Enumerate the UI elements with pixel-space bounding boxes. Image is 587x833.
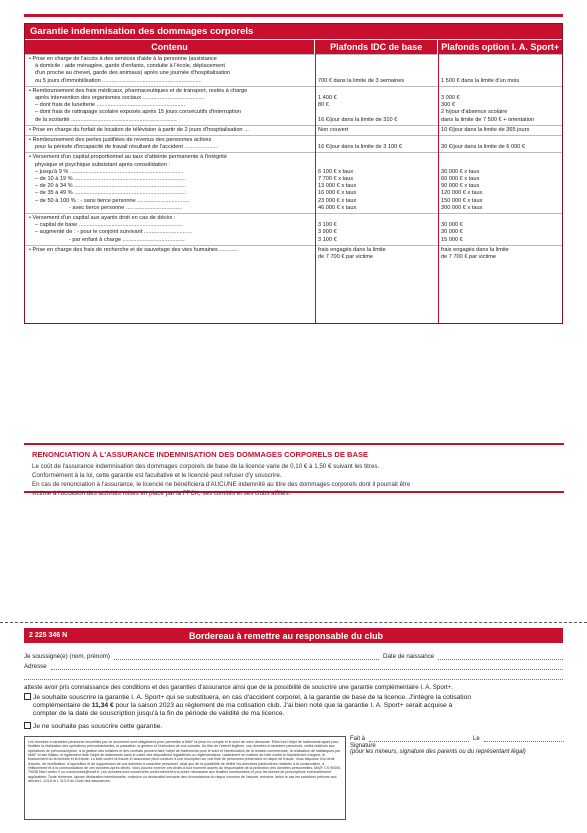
option-subscribe <box>24 693 563 718</box>
cell-plafond-option <box>438 246 562 262</box>
address-field-2[interactable] <box>24 672 563 680</box>
cell-line: 46 000 € x taux <box>318 204 357 211</box>
cell-line: 60 000 € x taux <box>441 176 480 183</box>
address-field[interactable] <box>51 662 563 670</box>
table-header-row <box>25 39 562 54</box>
birthdate-field[interactable] <box>438 652 563 660</box>
cell-line: dans la limite de 7 500 € + orientation <box>441 116 535 123</box>
cell-line: 300 € <box>441 102 455 109</box>
form-code: 2 225 346 N <box>29 632 68 639</box>
cell-line <box>441 162 559 169</box>
table-row <box>25 54 562 86</box>
address-row-2 <box>24 672 563 680</box>
cell-line <box>441 88 559 95</box>
table-row <box>25 86 562 125</box>
top-accent-rule <box>24 14 563 17</box>
atteste-text: atteste avoir pris connaissance des conditions et des garanties d'assurance ainsi que de la possibilité de souscrire une garantie complémentaire I. A. Sport+. <box>24 684 453 691</box>
cell-line: 3 000 € <box>441 95 460 102</box>
cell-line: 16 000 € x taux <box>318 190 357 197</box>
table-row <box>25 125 562 135</box>
cell-line: 7 700 € x taux <box>318 176 354 183</box>
cell-plafond-base <box>315 246 438 262</box>
signature-block <box>350 734 564 755</box>
cell-line <box>318 88 435 95</box>
cell-line: • Prise en charge de l'accès à des services d'aide à la personne (assistance <box>29 56 217 62</box>
cell-line <box>318 215 435 222</box>
cell-line: de la scolarité .................................................................... <box>35 116 177 123</box>
option2-text: Je ne souhaite pas souscrire cette garantie. <box>33 723 163 730</box>
cell-line: 300 000 € x taux <box>441 204 483 211</box>
cell-line: 30 000 € x taux <box>441 168 480 175</box>
cell-contenu <box>25 55 315 86</box>
cell-plafond-base <box>315 55 438 86</box>
renonciation-title: RENONCIATION À L'ASSURANCE INDEMNISATION DES DOMMAGES CORPORELS DE BASE <box>32 450 369 459</box>
cell-plafond-option <box>438 214 562 245</box>
cell-line: physique et psychique subsistant après consolidation : <box>35 161 170 168</box>
cell-line: 16 €/jour dans la limite de 3 100 € <box>318 144 402 151</box>
cell-plafond-base <box>315 126 438 135</box>
cell-line: 13 000 € x taux <box>318 183 357 190</box>
cell-contenu <box>25 87 315 125</box>
cell-plafond-base <box>315 153 438 213</box>
cell-line <box>318 63 435 70</box>
cell-line: 10 €/jour dans la limite de 365 jours <box>441 126 530 133</box>
signature-label: Signature <box>350 743 376 749</box>
cell-line <box>318 109 435 116</box>
cell-line: – augmenté de : - pour le conjoint survivant ............................... <box>35 229 193 236</box>
cell-line: 6 100 € x taux <box>318 168 354 175</box>
cell-line: – de 50 à 100 % : - sans tierce personne .................................. <box>35 197 191 204</box>
cell-plafond-option <box>438 126 562 135</box>
cell-plafond-option <box>438 153 562 213</box>
cell-line: 3 900 € <box>318 229 337 236</box>
cell-plafond-base <box>315 214 438 245</box>
cell-line: • Prise en charge du forfait de location de télévision à partir de 2 jours d'hospitalisation ... <box>29 126 249 133</box>
decline-checkbox[interactable] <box>24 722 31 729</box>
name-field[interactable] <box>114 652 379 660</box>
cell-line: 30 000 € <box>441 229 463 236</box>
legal-notice: Les données à caractère personnel recueillies par ce document sont obligatoires pour permettre à MAIF la prise en compte et le suivi de votre demande. Elles font l'objet de traitements ayant pour finalités la réalisation des opérations précontractuelles, la passation, la gestion et l'exécution de vos contrats. Au titre de l'intérêt légitime, vos données à caractère personnel, celles relatives aux opérations de prévoucscription, à la gestion des sinistres et des contrats peuvent faire l'objet de traitements pour le suivi et l'amélioration de la relation commerciale, la réalisation de statistiques par MAIF et ses filiales, et également faire l'objet de traitements dans le cadre des dispositions législatives ou réglementaires, notamment en matière de lutte contre le blanchiment d'argent, le financement du terrorisme et la fraude. La lutte contre la fraude à l'assurance peut conduire à une inscription sur une liste de personnes présentant un risque de fraude. Vous disposez d'un droit d'accès, de rectification, d'opposition et de suppression de vos données à caractère personnel, ainsi que de la possibilité de définir les directives particulières relatives à la conservation, à l'effacement et à la communication de ces données après décès. Vous pouvez exercer ces droits à tout moment auprès du responsable de la protection des données personnelles, MAIF, CS 90000, 79038 Niort cedex 9 ou vosdonnees@maif.fr. Les données sont conservées conformément à la durée nécessaire aux finalités mentionnées et pour les durées de prescriptions éventuellement applicables. Toute réticence, fausse déclaration intentionnelle, omission ou déclaration inexacte des circonstances du risque connues de l'assuré, entraîne, selon le cas les sanctions prévues aux articles L 113-8 et L 113-9 du Code des assurances. <box>24 736 346 820</box>
cell-line: après intervention des organismes sociaux ........................................ <box>35 95 205 102</box>
header-contenu: Contenu <box>151 42 188 52</box>
cell-line <box>441 215 559 222</box>
guarantee-table <box>24 23 563 324</box>
cell-line <box>318 162 435 169</box>
cell-line <box>318 70 435 77</box>
cell-contenu <box>25 136 315 152</box>
adresse-label: Adresse <box>24 663 47 670</box>
cell-plafond-base <box>315 136 438 152</box>
cell-line: 1 400 € <box>318 95 337 102</box>
cell-line: à domicile : aide ménagère, garde d'enfants, conduite à l'école, déplacement <box>35 63 225 70</box>
option-decline <box>24 722 563 731</box>
cell-line: 120 000 € x taux <box>441 190 483 197</box>
cell-line: – dont frais de lunetterie ......................................................... <box>35 102 186 109</box>
cell-line <box>318 56 435 63</box>
option1-price: 11,34 € <box>91 702 114 709</box>
cell-line: 1 500 € dans la limite d'un mois <box>441 77 520 84</box>
cell-line: 700 € dans la limite de 3 semaines <box>318 77 405 84</box>
cell-line: • Versement d'un capital aux ayants droit en cas de décès : <box>29 215 176 222</box>
renonciation-line: Conformément à la loi, cette garantie est facultative et le licencié peut refuser d'y souscrire. <box>32 472 282 479</box>
cell-line: • Versement d'un capital proportionnel au taux d'atteinte permanente à l'intégrité <box>29 154 227 161</box>
subscribe-checkbox[interactable] <box>24 693 31 700</box>
table-row <box>25 152 562 213</box>
cell-line: frais engagés dans la limite <box>318 246 386 253</box>
table-row <box>25 135 562 152</box>
header-plafonds-option: Plafonds option I. A. Sport+ <box>437 40 562 54</box>
cell-line: 3 100 € <box>318 236 337 243</box>
cell-contenu <box>25 126 315 135</box>
cell-line: - avec tierce personne .................................... <box>69 204 182 211</box>
cell-line <box>441 56 559 63</box>
cell-line: • Remboursement des pertes justifiées de revenus des personnes actives <box>29 137 212 144</box>
bordereau-header <box>24 628 563 643</box>
option1-line-b-pre: complémentaire de <box>33 702 92 709</box>
cell-line: 23 000 € x taux <box>318 197 357 204</box>
cell-line: - par enfant à charge ........................................ <box>69 236 185 243</box>
cell-line: – de 35 à 49 % ........................................................................ <box>35 190 187 197</box>
cell-line: 80 € <box>318 102 329 109</box>
le-label: Le <box>473 736 480 742</box>
cell-line <box>441 154 559 161</box>
cell-contenu <box>25 153 315 213</box>
address-row <box>24 662 563 670</box>
cell-line: 150 000 € x taux <box>441 197 483 204</box>
cell-line <box>441 63 559 70</box>
cell-line: pour la période d'incapacité de travail résultant de l'accident ..................... <box>35 144 218 151</box>
cut-line <box>0 622 587 623</box>
table-row <box>25 213 562 245</box>
naissance-label: Date de naissance <box>382 653 435 660</box>
cell-line: – dont frais de rattrapage scolaire exposés après 15 jours consécutifs d'interruption <box>35 109 241 116</box>
cell-line <box>318 154 435 161</box>
cell-line: de 7 700 € par victime <box>441 254 497 261</box>
cell-line: 16 €/jour dans la limite de 310 € <box>318 116 398 123</box>
cell-line <box>441 137 559 144</box>
option1-line-c: compter de la date de souscription jusqu'à la fin de période de validité de ma licence. <box>33 710 285 717</box>
cell-line: – jusqu'à 9 % ......................................................................... <box>35 168 184 175</box>
cell-line: 30 €/jour dans la limite de 6 000 € <box>441 144 525 151</box>
date-field[interactable] <box>484 734 564 742</box>
cell-plafond-option <box>438 87 562 125</box>
table-body <box>25 54 562 324</box>
renonciation-line: En cas de renonciation à l'assurance, le licencié ne bénéficiera d'AUCUNE indemnité au titre des dommages corporels dont il pourrait être <box>32 481 411 488</box>
cell-line: 2 h/jour d'absence scolaire <box>441 109 508 116</box>
renonciation-box <box>24 443 564 497</box>
cell-line: d'un proche au chevet, garde des animaux) après une journée d'hospitalisation <box>35 70 231 77</box>
table-title: Garantie indemnisation des dommages corporels <box>25 24 562 39</box>
fait-label: Fait à <box>350 736 366 742</box>
name-row <box>24 652 563 660</box>
column-divider <box>315 54 316 324</box>
cell-plafond-option <box>438 136 562 152</box>
cell-line <box>318 137 435 144</box>
bordereau-title: Bordereau à remettre au responsable du club <box>189 630 384 641</box>
place-field[interactable] <box>369 734 469 742</box>
cell-line: – capital de base ................................................................... <box>35 222 183 229</box>
option1-line-a: Je souhaite souscrire la garantie I. A. Sport+ qui se substituera, en cas d'accident corporel, à la garantie de base de la licence. J'intègre la cotisation <box>33 694 472 701</box>
cell-line: • Remboursement des frais médicaux, pharmaceutiques et de transport, restés à charge <box>29 87 248 94</box>
cell-line: – de 10 à 19 % ........................................................................ <box>35 176 187 183</box>
cell-line: 90 000 € x taux <box>441 183 480 190</box>
renonciation-line: Le coût de l'assurance indemnisation des dommages corporels de base de la licence varie de 0,10 € à 1,50 € suivant les titres. <box>32 463 380 470</box>
cell-line: 15 000 € <box>441 236 463 243</box>
cell-line: ou 5 jours d'immobilisation ................................................................ <box>35 77 202 84</box>
option1-line-b-post: pour la saison 2023 au règlement de ma cotisation club. J'ai bien noté que la garantie I. A. Sport+ serait acquise à <box>113 702 453 709</box>
soussigne-label: Je soussigné(e) (nom, prénom) <box>24 653 110 660</box>
cell-contenu <box>25 246 315 262</box>
cell-line: de 7 700 € par victime <box>318 254 374 261</box>
cell-contenu <box>25 214 315 245</box>
column-divider <box>438 54 439 324</box>
cell-line <box>441 70 559 77</box>
cell-line: Non couvert <box>318 126 349 133</box>
signature-note: (pour les mineurs, signature des parents ou du représentant légal) <box>350 749 526 755</box>
header-plafonds-base: Plafonds IDC de base <box>314 40 438 54</box>
cell-line: 30 000 € <box>441 222 463 229</box>
cell-line: – de 20 à 34 % ........................................................................ <box>35 183 187 190</box>
cell-line: 3 100 € <box>318 222 337 229</box>
cell-plafond-option <box>438 55 562 86</box>
cell-line: • Prise en charge des frais de recherche et de sauvetage des vies humaines ............ <box>29 246 239 253</box>
renonciation-line: victime à l'occasion des activités mises en place par la FFCK, ses comités et ses clubs affiliés. <box>32 490 291 497</box>
table-row <box>25 245 562 262</box>
cell-line: frais engagés dans la limite <box>441 246 509 253</box>
cell-plafond-base <box>315 87 438 125</box>
